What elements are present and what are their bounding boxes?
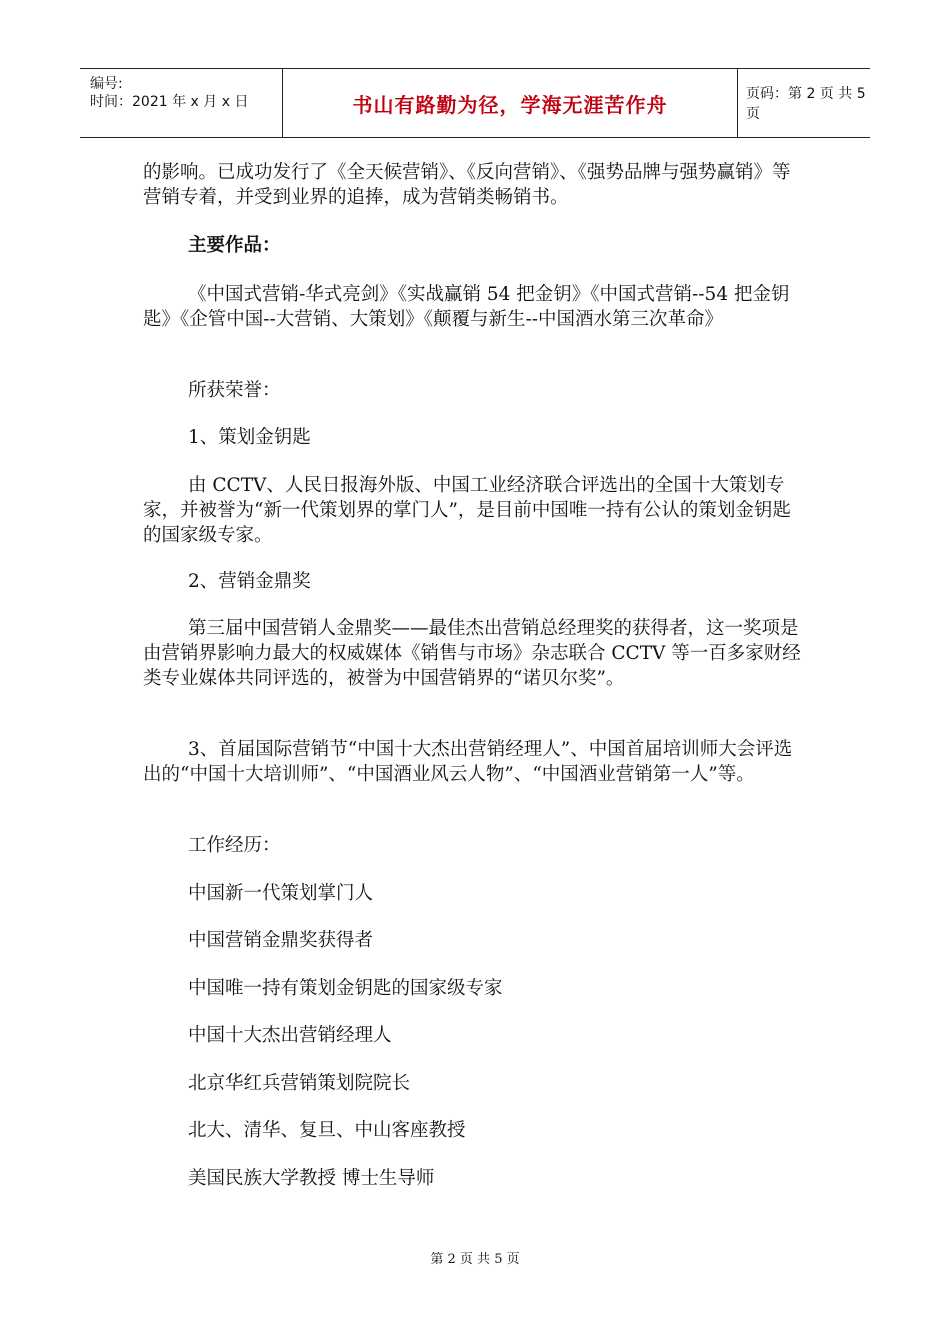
work-item: 北大、清华、复旦、中山客座教授 [188, 1120, 466, 1141]
work-item: 中国营销金鼎奖获得者 [188, 930, 374, 951]
work-item: 美国民族大学教授 博士生导师 [188, 1168, 435, 1189]
work-heading: 工作经历： [188, 835, 281, 856]
honor1-text: 由 CCTV、人民日报海外版、中国工业经济联合评选出的全国十大策划专家，并被誉为“新一代策划界的掌门人”，是目前中国唯一持有公认的策划金钥匙的国家级专家。 [143, 475, 791, 546]
honor2-title: 2、营销金鼎奖 [188, 571, 311, 592]
works-heading: 主要作品： [188, 235, 281, 256]
works-list: 《中国式营销-华式亮剑》《实战赢销 54 把金钥》《中国式营销--54 把金钥匙》《企管中国--大营销、大策划》《颠覆与新生--中国酒水第三次革命》 [143, 284, 790, 330]
work-item: 北京华红兵营销策划院院长 [188, 1073, 411, 1094]
header-meta-cell [80, 69, 282, 137]
header-motto-cell [282, 69, 738, 137]
time-label: 时间：2021 年 x 月 x 日 [90, 94, 249, 110]
header-page-cell [737, 69, 870, 137]
header-page-info: 页码：第 2 页 共 5 页 [746, 86, 866, 122]
honor3-text: 3、首届国际营销节“中国十大杰出营销经理人”、中国首届培训师大会评选出的“中国十大培训师”、“中国酒业风云人物”、“中国酒业营销第一人”等。 [143, 739, 793, 785]
page-footer: 第 2 页 共 5 页 [430, 1252, 520, 1267]
header-motto: 书山有路勤为径，学海无涯苦作舟 [352, 92, 668, 117]
honors-heading: 所获荣誉： [188, 380, 281, 401]
work-item: 中国十大杰出营销经理人 [188, 1025, 392, 1046]
honor1-title: 1、策划金钥匙 [188, 427, 311, 448]
number-label: 编号: [90, 76, 123, 92]
paragraph-intro: 的影响。已成功发行了《全天候营销》、《反向营销》、《强势品牌与强势赢销》等营销专着，并受到业界的追捧，成为营销类畅销书。 [143, 162, 791, 208]
honor2-text: 第三届中国营销人金鼎奖——最佳杰出营销总经理奖的获得者，这一奖项是由营销界影响力最大的权威媒体《销售与市场》杂志联合 CCTV 等一百多家财经类专业媒体共同评选的，被誉为中国营销界的“诺贝尔奖”。 [143, 618, 801, 689]
document-header [80, 68, 870, 138]
work-item: 中国唯一持有策划金钥匙的国家级专家 [188, 978, 503, 999]
work-item: 中国新一代策划掌门人 [188, 883, 374, 904]
